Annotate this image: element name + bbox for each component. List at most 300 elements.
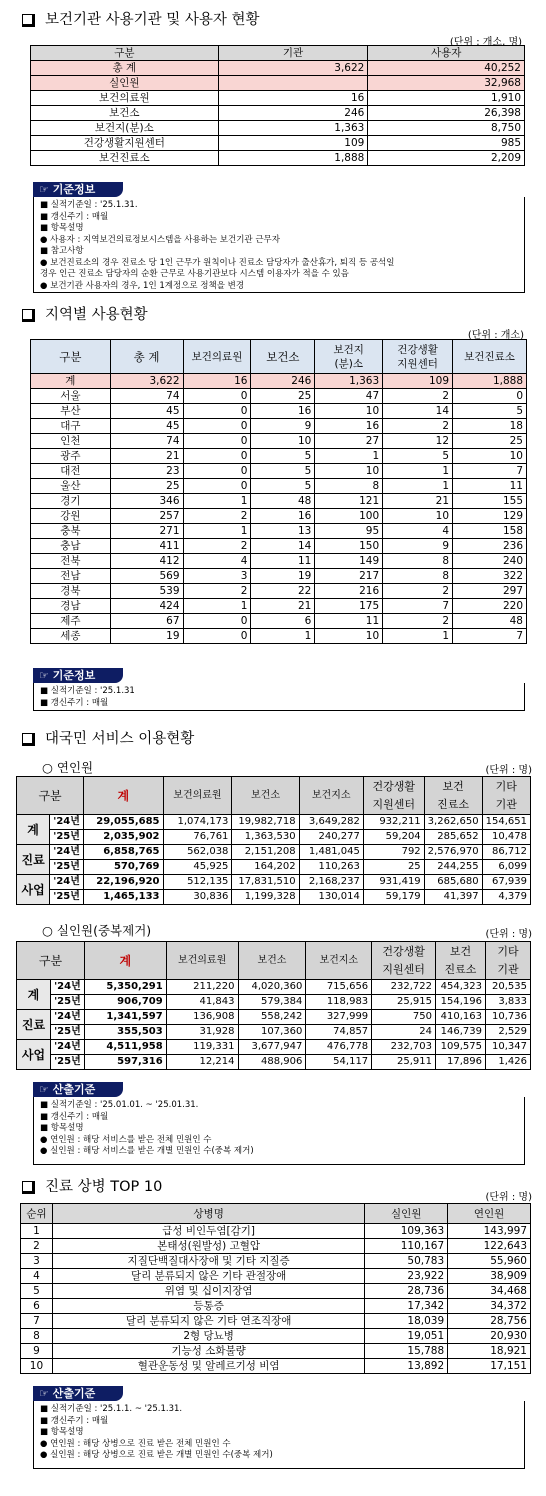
header-cell: 구분 (17, 942, 85, 980)
header-line: 건강생활 (382, 944, 425, 958)
table-cell: 597,316 (84, 1055, 166, 1070)
header-cell (424, 777, 482, 815)
table-cell: 7 (453, 629, 527, 644)
table-cell: 1 (183, 524, 251, 539)
table-cell: 3,262,650 (424, 815, 482, 830)
table-cell: 74 (110, 389, 183, 404)
table-cell: 715,656 (306, 980, 372, 995)
table-cell: 1 (383, 479, 453, 494)
table-cell: 18,921 (448, 1344, 531, 1359)
table-cell: 149 (315, 554, 383, 569)
table-cell: 355,503 (84, 1025, 166, 1040)
table-cell: 6,858,765 (84, 845, 163, 860)
table-cell: 257 (110, 509, 183, 524)
table-cell: 0 (183, 389, 251, 404)
table-cell: 216 (315, 584, 383, 599)
table-cell: 19 (251, 569, 315, 584)
table-cell: 685,680 (424, 875, 482, 890)
table-cell: 512,135 (163, 875, 232, 890)
table-cell: 569 (110, 569, 183, 584)
table-cell: 54,117 (306, 1055, 372, 1070)
table-cell: 22 (251, 584, 315, 599)
table-cell: 150 (315, 539, 383, 554)
table-cell: 285,652 (424, 830, 482, 845)
table-row (31, 584, 527, 599)
s1-unit: (단위 : 개소, 명) (449, 37, 522, 48)
header-cell: 구분 (17, 777, 84, 815)
table-row: 보건진료소 1,888 2,209 (31, 151, 525, 166)
table-cell: 109,363 (365, 1224, 448, 1239)
table-cell: 67 (110, 614, 183, 629)
table-cell: 411 (110, 539, 183, 554)
table-cell: 2 (183, 509, 251, 524)
table-cell: 130,014 (299, 890, 363, 905)
table-cell: 50,783 (365, 1254, 448, 1269)
table-cell: 164,202 (232, 860, 299, 875)
table-cell: 562,038 (163, 845, 232, 860)
table-cell: 8 (383, 554, 453, 569)
table-cell: 34,468 (448, 1284, 531, 1299)
region-label: 충남 (31, 539, 111, 554)
table-cell: 1 (383, 464, 453, 479)
table-cell: 488,906 (238, 1055, 306, 1070)
s3-sub1: ○ 연인원 (42, 760, 94, 775)
table-cell: 232,703 (372, 1040, 436, 1055)
year-label: '24년 (50, 875, 84, 890)
table-cell: 322 (453, 569, 527, 584)
table-cell: 100 (315, 509, 383, 524)
s3-sub2: ○ 실인원(중복제거) (42, 923, 152, 938)
table-cell: 3 (183, 569, 251, 584)
header-cell (436, 942, 486, 980)
header-cell (372, 942, 436, 980)
year-label: '25년 (50, 1055, 84, 1070)
table-cell: 2,529 (485, 1025, 530, 1040)
header-line: 보건 (449, 944, 472, 958)
table-row (21, 1329, 531, 1344)
table-cell: 11 (453, 479, 527, 494)
table-cell: 21 (110, 449, 183, 464)
rank-cell: 6 (21, 1299, 53, 1314)
table-cell: 76,761 (163, 830, 232, 845)
header-line: 기관 (497, 962, 519, 976)
table-row (17, 815, 531, 830)
table-cell: 0 (183, 479, 251, 494)
table-cell: 11 (251, 554, 315, 569)
s2-note-box: ■ 실적기준일 : '25.1.31 ■ 갱신주기 : 매월 (33, 683, 525, 711)
rank-cell: 5 (21, 1284, 53, 1299)
table-cell: 8 (315, 479, 383, 494)
region-label: 대전 (31, 464, 111, 479)
table-cell: 18,039 (365, 1314, 448, 1329)
table-cell: 2,151,208 (232, 845, 299, 860)
region-label: 대구 (31, 419, 111, 434)
table-cell: 118,983 (306, 995, 372, 1010)
table-cell: 23,922 (365, 1269, 448, 1284)
section4-title: 진료 상병 TOP 10 (22, 1177, 162, 1197)
table-cell: 14 (251, 539, 315, 554)
group-label: 계 (17, 980, 51, 1010)
table-row (21, 1239, 531, 1254)
table-cell: 27 (315, 434, 383, 449)
table-cell: 12,214 (166, 1055, 238, 1070)
table-cell: 570,769 (84, 860, 163, 875)
group-label: 사업 (17, 875, 50, 905)
table-cell: 1 (251, 629, 315, 644)
region-label: 울산 (31, 479, 111, 494)
table-row (17, 830, 531, 845)
table-row (31, 389, 527, 404)
rank-cell: 3 (21, 1254, 53, 1269)
table-cell: 25 (251, 389, 315, 404)
table-cell: 86,712 (482, 845, 530, 860)
table-row (31, 614, 527, 629)
table-row (31, 479, 527, 494)
table-row (31, 449, 527, 464)
table-cell: 14 (383, 404, 453, 419)
table-cell: 25 (453, 434, 527, 449)
table-cell: 327,999 (306, 1010, 372, 1025)
s3-table-sil (16, 941, 531, 1070)
header-line: 지원센터 (372, 797, 415, 811)
table-cell: 0 (183, 614, 251, 629)
s2-note-title: ☞ 기준정보 (33, 668, 123, 683)
s3-note-box: ■ 실적기준일 : '25.01.01. ~ '25.01.31. ■ 갱신주기 : 매월 ■ 항목설명 ● 연인원 : 해당 서비스를 받은 전체 민원인 수 ● 실인원 : 해당 서비스를 받은 개별 민원인 수(중복 제거) (33, 1097, 525, 1165)
section3-title: 대국민 서비스 이용현황 (22, 729, 194, 749)
table-row (31, 464, 527, 479)
rank-cell: 2 (21, 1239, 53, 1254)
header-row (17, 942, 531, 980)
table-cell: 59,179 (363, 890, 424, 905)
table-cell: 2 (383, 584, 453, 599)
table-row (31, 569, 527, 584)
table-cell: 67,939 (482, 875, 530, 890)
table-cell: 410,163 (436, 1010, 486, 1025)
table-cell: 34,372 (448, 1299, 531, 1314)
disease-name: 지질단백질대사장애 및 기타 지질증 (52, 1254, 364, 1269)
table-cell: 5 (453, 404, 527, 419)
square-bullet-icon (22, 1181, 35, 1194)
square-bullet-icon (22, 309, 35, 322)
year-label: '24년 (50, 815, 84, 830)
s3-note-title: ☞ 산출기준 (33, 1082, 123, 1097)
table-row (31, 494, 527, 509)
table-cell: 1 (183, 599, 251, 614)
s3-unit1: (단위 : 명) (485, 765, 532, 776)
year-label: '25년 (50, 860, 84, 875)
table-cell: 16 (315, 419, 383, 434)
table-row (17, 890, 531, 905)
header-row (17, 777, 531, 815)
table-cell: 1,074,173 (163, 815, 232, 830)
header-cell: 보건지소 (299, 777, 363, 815)
table-row (31, 434, 527, 449)
header-line: 기관 (495, 797, 517, 811)
header-cell: 보건의료원 (166, 942, 238, 980)
rank-cell: 4 (21, 1269, 53, 1284)
table-cell: 19 (110, 629, 183, 644)
disease-name: 본태성(원발성) 고혈압 (52, 1239, 364, 1254)
table-cell: 110,167 (365, 1239, 448, 1254)
table-cell: 119,331 (166, 1040, 238, 1055)
table-cell: 1,465,133 (84, 890, 163, 905)
table-cell: 5 (251, 449, 315, 464)
table-cell: 932,211 (363, 815, 424, 830)
table-cell: 47 (315, 389, 383, 404)
table-cell: 16 (251, 404, 315, 419)
table-cell: 17,896 (436, 1055, 486, 1070)
header-line: 기타 (497, 944, 519, 958)
table-cell: 41,843 (166, 995, 238, 1010)
table-cell: 4 (383, 524, 453, 539)
table-row (17, 1025, 531, 1040)
table-cell: 232,722 (372, 980, 436, 995)
table-cell: 10 (251, 434, 315, 449)
table-cell: 25,915 (372, 995, 436, 1010)
table-cell: 7 (453, 464, 527, 479)
table-cell: 4,511,958 (84, 1040, 166, 1055)
table-cell: 10 (453, 449, 527, 464)
table-cell: 30,836 (163, 890, 232, 905)
table-cell: 48 (251, 494, 315, 509)
table-row: 보건지(분)소 1,363 8,750 (31, 121, 525, 136)
table-cell: 74 (110, 434, 183, 449)
year-label: '24년 (50, 1040, 84, 1055)
table-cell: 136,908 (166, 1010, 238, 1025)
table-cell: 2 (383, 389, 453, 404)
table-cell: 4,020,360 (238, 980, 306, 995)
section2-title: 지역별 사용현황 (22, 305, 148, 325)
header-line: 기타 (495, 779, 517, 793)
table-cell: 10 (383, 509, 453, 524)
table-cell: 20,930 (448, 1329, 531, 1344)
table-cell: 9 (251, 419, 315, 434)
table-cell: 1,341,597 (84, 1010, 166, 1025)
table-cell: 5,350,291 (84, 980, 166, 995)
table-cell: 74,857 (306, 1025, 372, 1040)
table-cell: 3,833 (485, 995, 530, 1010)
table-cell: 155 (453, 494, 527, 509)
table-cell: 454,323 (436, 980, 486, 995)
table-cell: 412 (110, 554, 183, 569)
table-cell: 5 (251, 464, 315, 479)
table-cell: 19,982,718 (232, 815, 299, 830)
table-row (17, 980, 531, 995)
table-row (31, 509, 527, 524)
year-label: '24년 (50, 980, 84, 995)
s4-note-title: ☞ 산출기준 (33, 1386, 123, 1401)
table-row (17, 1010, 531, 1025)
table-cell: 9 (383, 539, 453, 554)
region-label: 부산 (31, 404, 111, 419)
region-label: 전북 (31, 554, 111, 569)
table-cell: 107,360 (238, 1025, 306, 1040)
table-cell: 129 (453, 509, 527, 524)
table-row: 보건소 246 26,398 (31, 106, 525, 121)
table-cell: 1,363,530 (232, 830, 299, 845)
table-cell: 17,151 (448, 1359, 531, 1374)
table-cell: 424 (110, 599, 183, 614)
table-cell: 10 (315, 629, 383, 644)
table-cell: 244,255 (424, 860, 482, 875)
table-cell: 17,342 (365, 1299, 448, 1314)
region-label: 제주 (31, 614, 111, 629)
table-row (31, 599, 527, 614)
s2-header-row: 구분 총 계 보건의료원 보건소 보건지 (분)소 건강생활 지원센터 보건진료소 (31, 340, 527, 374)
table-cell: 4,379 (482, 890, 530, 905)
table-cell: 750 (372, 1010, 436, 1025)
disease-name: 혈관운동성 및 알레르기성 비염 (52, 1359, 364, 1374)
s1-note-title: ☞ 기준정보 (33, 182, 123, 197)
header-cell: 보건소 (238, 942, 306, 980)
table-cell: 1 (183, 494, 251, 509)
table-cell: 906,709 (84, 995, 166, 1010)
table-row (21, 1299, 531, 1314)
region-label: 경기 (31, 494, 111, 509)
table-cell: 1,199,328 (232, 890, 299, 905)
s2-total-row: 계 3,622 16 246 1,363 109 1,888 (31, 374, 527, 389)
disease-name: 급성 비인두염[감기] (52, 1224, 364, 1239)
table-cell: 16 (251, 509, 315, 524)
header-line: 지원센터 (382, 962, 425, 976)
table-cell: 143,997 (448, 1224, 531, 1239)
region-label: 경남 (31, 599, 111, 614)
table-row (21, 1224, 531, 1239)
table-cell: 5 (383, 449, 453, 464)
table-cell: 22,196,920 (84, 875, 163, 890)
table-row: 실인원 32,968 (31, 76, 525, 91)
disease-name: 등통증 (52, 1299, 364, 1314)
table-cell: 0 (183, 464, 251, 479)
rank-cell: 10 (21, 1359, 53, 1374)
table-cell: 41,397 (424, 890, 482, 905)
s3-unit2: (단위 : 명) (485, 929, 532, 940)
table-cell: 0 (183, 419, 251, 434)
table-cell: 346 (110, 494, 183, 509)
table-cell: 2 (383, 614, 453, 629)
s1-note-box: ■ 실적기준일 : '25.1.31. ■ 갱신주기 : 매월 ■ 항목설명 ● 사용자 : 지역보건의료정보시스템을 사용하는 보건기관 근무자 ■ 참고사항 ● 보건진료소의 경우 진료소 당 1인 근무가 원칙이나 진료소 담당자가 출산휴가, 퇴직 등 공석일 경우 인근 진료소 담당자의 순환 근무로 사용기관보다 시스템 이용자가 적을 수 있음 ● 보건기관 사용자의 경우, 1인 1계정으로 정책을 변경 (33, 197, 525, 293)
table-cell: 5 (251, 479, 315, 494)
table-cell: 12 (383, 434, 453, 449)
table-cell: 21 (383, 494, 453, 509)
table-cell: 0 (183, 449, 251, 464)
table-cell: 122,643 (448, 1239, 531, 1254)
table-row (21, 1344, 531, 1359)
table-cell: 28,756 (448, 1314, 531, 1329)
header-cell (485, 942, 530, 980)
header-line: 건강생활 (372, 779, 415, 793)
table-cell: 21 (251, 599, 315, 614)
table-cell: 45 (110, 404, 183, 419)
table-cell: 121 (315, 494, 383, 509)
s4-unit: (단위 : 명) (485, 1192, 532, 1203)
header-cell: 계 (84, 777, 163, 815)
table-cell: 45,925 (163, 860, 232, 875)
table-cell: 19,051 (365, 1329, 448, 1344)
table-cell: 2 (183, 584, 251, 599)
table-cell: 13 (251, 524, 315, 539)
table-cell: 48 (453, 614, 527, 629)
table-cell: 271 (110, 524, 183, 539)
header-line: 진료소 (444, 962, 477, 976)
group-label: 진료 (17, 845, 50, 875)
square-bullet-icon (22, 733, 35, 746)
group-label: 진료 (17, 1010, 51, 1040)
table-cell: 240 (453, 554, 527, 569)
table-row (17, 1040, 531, 1055)
table-cell: 10 (315, 464, 383, 479)
table-row (17, 845, 531, 860)
table-cell: 109,575 (436, 1040, 486, 1055)
table-cell: 2,576,970 (424, 845, 482, 860)
table-row: 보건의료원 16 1,910 (31, 91, 525, 106)
table-cell: 10,736 (485, 1010, 530, 1025)
table-cell: 154,196 (436, 995, 486, 1010)
section1-title: 보건기관 사용기관 및 사용자 현황 (22, 10, 260, 30)
rank-cell: 8 (21, 1329, 53, 1344)
table-cell: 38,909 (448, 1269, 531, 1284)
table-cell: 217 (315, 569, 383, 584)
table-cell: 579,384 (238, 995, 306, 1010)
table-row (31, 539, 527, 554)
disease-name: 2형 당뇨병 (52, 1329, 364, 1344)
s4-body (21, 1224, 531, 1374)
table-cell: 539 (110, 584, 183, 599)
s2-unit: (단위 : 개소) (467, 330, 524, 341)
table-cell: 17,831,510 (232, 875, 299, 890)
s4-table (20, 1203, 531, 1374)
table-row (17, 875, 531, 890)
table-cell: 792 (363, 845, 424, 860)
header-cell: 계 (84, 942, 166, 980)
rank-cell: 1 (21, 1224, 53, 1239)
table-row (21, 1254, 531, 1269)
header-line: 보건 (442, 779, 464, 793)
table-row (21, 1284, 531, 1299)
table-cell: 10,347 (485, 1040, 530, 1055)
table-cell: 3,649,282 (299, 815, 363, 830)
table-row (31, 419, 527, 434)
year-label: '24년 (50, 845, 84, 860)
rank-cell: 9 (21, 1344, 53, 1359)
year-label: '25년 (50, 995, 84, 1010)
table-cell: 15,788 (365, 1344, 448, 1359)
table-cell: 220 (453, 599, 527, 614)
table-cell: 28,736 (365, 1284, 448, 1299)
table-cell: 175 (315, 599, 383, 614)
s2-table (30, 339, 527, 644)
table-cell: 24 (372, 1025, 436, 1040)
header-cell: 보건소 (232, 777, 299, 815)
region-label: 광주 (31, 449, 111, 464)
table-cell: 95 (315, 524, 383, 539)
region-label: 충북 (31, 524, 111, 539)
table-cell: 6,099 (482, 860, 530, 875)
group-label: 사업 (17, 1040, 51, 1070)
table-cell: 0 (453, 389, 527, 404)
table-cell: 476,778 (306, 1040, 372, 1055)
year-label: '25년 (50, 890, 84, 905)
table-row (21, 1269, 531, 1284)
table-cell: 1 (315, 449, 383, 464)
table-cell: 59,204 (363, 830, 424, 845)
table-cell: 146,739 (436, 1025, 486, 1040)
region-label: 경북 (31, 584, 111, 599)
table-cell: 25 (363, 860, 424, 875)
table-row (31, 524, 527, 539)
table-cell: 1,481,045 (299, 845, 363, 860)
table-cell: 31,928 (166, 1025, 238, 1040)
